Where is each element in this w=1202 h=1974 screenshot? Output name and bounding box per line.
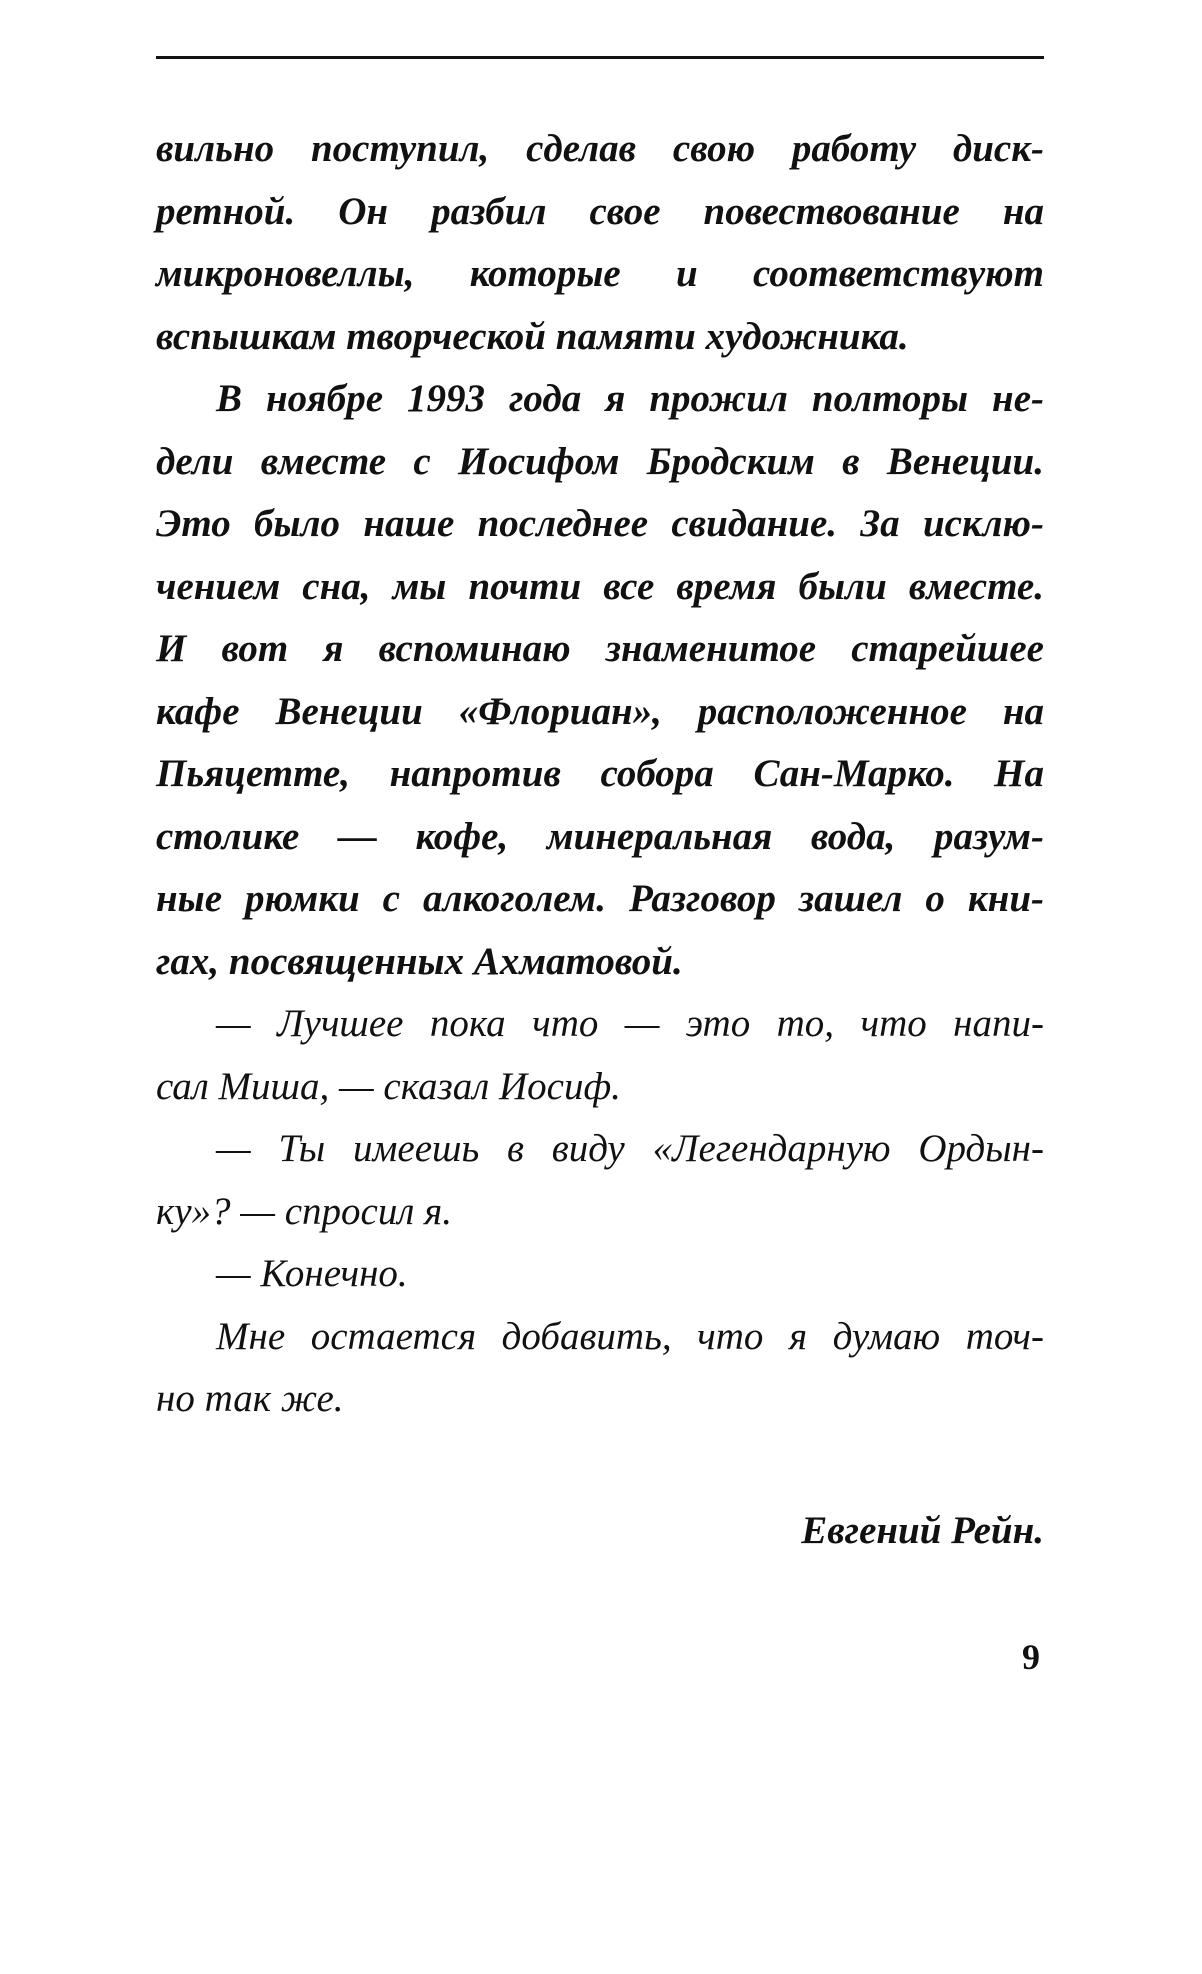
text-line: ретной. Он разбил свое повествование на (156, 189, 1044, 233)
text-line: И вот я вспоминаю знаменитое старейшее (156, 627, 1044, 670)
dialog-line-1 (156, 993, 1044, 1118)
text-line: вильно поступил, сделав свою работу диск- (156, 127, 1044, 170)
text-line: столике — кофе, минеральная вода, разум- (156, 814, 1044, 858)
text-line: — Конечно. (216, 1252, 408, 1295)
text-line: гах, посвященных Ахматовой. (156, 939, 683, 983)
text-line: вспышкам творческой памяти художника. (156, 314, 909, 358)
author-signature: Евгений Рейн. (801, 1509, 1044, 1552)
text-line: — Ты имеешь в виду «Легендарную Ордын- (216, 1127, 1044, 1170)
text-line: но так же. (156, 1377, 344, 1420)
dialog-line-2 (156, 1118, 1044, 1243)
text-line: Пьяцетте, напротив собора Сан-Марко. На (156, 752, 1044, 795)
text-line: дели вместе с Иосифом Бродским в Венеции. (156, 439, 1044, 483)
body-text (156, 118, 1044, 1431)
header-rule (156, 56, 1044, 59)
page-number: 9 (1022, 1637, 1040, 1677)
text-line: микроновеллы, которые и соответствуют (156, 252, 1044, 295)
dialog-line-3 (156, 1243, 1044, 1306)
paragraph-2 (156, 368, 1044, 993)
text-line: Мне остается добавить, что я думаю точ- (216, 1314, 1044, 1358)
text-line: чением сна, мы почти все время были вместе. (156, 564, 1044, 608)
paragraph-1 (156, 118, 1044, 368)
text-line: Это было наше последнее свидание. За исклю- (156, 502, 1044, 545)
text-line: сал Миша, — сказал Иосиф. (156, 1064, 621, 1108)
text-line: ные рюмки с алкоголем. Разговор зашел о кни- (156, 877, 1044, 920)
text-line: — Лучшее пока что — это то, что напи- (216, 1002, 1044, 1045)
text-line: ку»? — спросил я. (156, 1189, 452, 1233)
closing-paragraph (156, 1306, 1044, 1431)
text-line: В ноябре 1993 года я прожил полторы не- (216, 377, 1044, 420)
text-line: кафе Венеции «Флориан», расположенное на (156, 689, 1044, 733)
